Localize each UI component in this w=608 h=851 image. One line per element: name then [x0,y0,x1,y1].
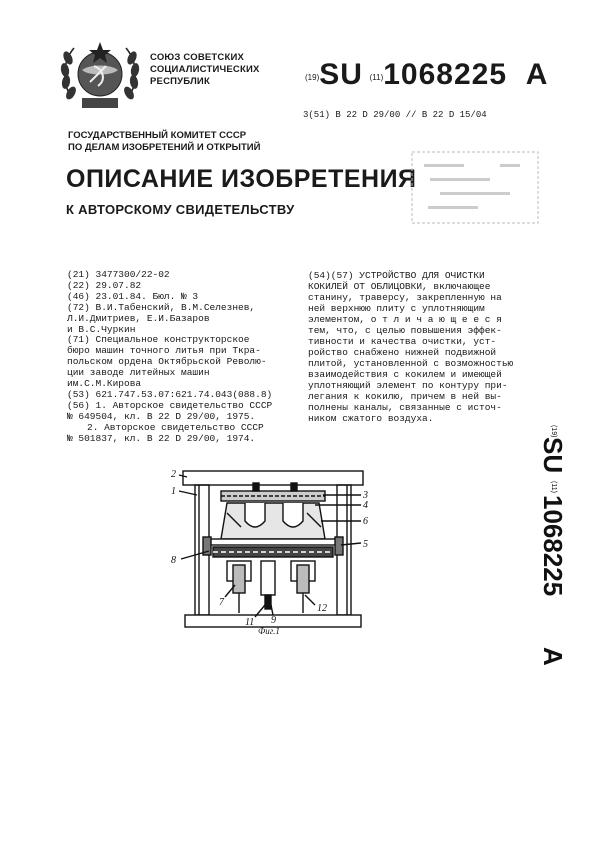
ussr-emblem-icon [60,36,140,114]
biblio-line: им.С.М.Кирова [67,378,142,390]
document-subtitle: К АВТОРСКОМУ СВИДЕТЕЛЬСТВУ [66,202,295,217]
committee-name [68,130,260,154]
abstract-line: ройство снабжено нижней подвижной [308,347,497,358]
org-line: СОЦИАЛИСТИЧЕСКИХ [150,64,260,75]
figure-caption: Фиг.1 [258,626,280,636]
biblio-line: (22) 29.07.82 [67,279,142,291]
figure-label: 4 [363,500,368,511]
figure-label: 1 [171,486,176,497]
biblio-line: (46) 23.01.84. Бюл. № 3 [67,290,199,302]
ipc-classification: 3(51) В 22 D 29/00 // В 22 D 15/04 [303,110,487,120]
biblio-line: польском ордена Октябрьской Револю- [67,356,267,368]
abstract-line: тем, что, с целью повышения эффек- [308,325,502,336]
publication-number [305,58,548,92]
biblio-line: Л.И.Дмитриев, Е.И.Базаров [67,312,210,324]
bibliographic-data [67,270,307,445]
figure-label: 8 [171,555,176,566]
figure-label: 11 [245,617,255,628]
figure-label: 7 [219,597,224,608]
abstract-line: легания к кокилю, причем в ней вы- [308,391,502,402]
abstract-line: станину, траверсу, закрепленную на [308,292,502,303]
vertical-publication-number [520,425,570,675]
code-19: (19) [305,73,320,83]
abstract-line: ником сжатого воздуха. [308,413,434,424]
abstract-line: КОКИЛЕЙ ОТ ОБЛИЦОВКИ, включающее [308,281,491,292]
document-title: ОПИСАНИЕ ИЗОБРЕТЕНИЯ [66,165,417,193]
kind-code: A [525,58,549,91]
abstract-line: (54)(57) УСТРОЙСТВО ДЛЯ ОЧИСТКИ [308,270,485,281]
figure-label: 9 [271,615,276,626]
biblio-line: № 649504, кл. В 22 D 29/00, 1975. [67,410,256,422]
biblio-line: бюро машин точного литья при Ткра- [67,345,261,357]
abstract [308,270,543,424]
abstract-line: тивности и качества очистки, уст- [308,336,497,347]
vertical-kind: A [538,647,568,666]
vertical-number: 1068225 [538,495,568,597]
biblio-line: ции заводе литейных машин [67,367,210,379]
biblio-line: 2. Авторское свидетельство СССР [87,421,264,433]
abstract-line: ней верхнюю плиту с уплотняющим [308,303,485,314]
figure-label: 2 [171,469,176,480]
library-stamp-icon [410,150,540,225]
biblio-line: и В.С.Чуркин [67,323,136,335]
abstract-line: полнены каналы, связанные с источ- [308,402,502,413]
country-code: SU [319,58,363,91]
figure-label: 6 [363,516,368,527]
org-line: СОЮЗ СОВЕТСКИХ [150,52,245,63]
figure-label: 5 [363,539,368,550]
committee-line: ГОСУДАРСТВЕННЫЙ КОМИТЕТ СССР [68,130,247,141]
vertical-country: SU [538,437,568,474]
biblio-line: (53) 621.747.53.07:621.74.043(088.8) [67,388,273,400]
biblio-line: (71) Специальное конструкторское [67,334,250,346]
abstract-line: уплотняющий элемент по контуру при- [308,380,508,391]
code-11: (11) [369,73,384,83]
biblio-line: (56) 1. Авторское свидетельство СССР [67,399,273,411]
organization-name [150,52,260,88]
patent-number: 1068225 [383,58,508,91]
biblio-line: (72) В.И.Табенский, В.М.Селезнев, [67,301,256,313]
figure-label: 12 [317,603,327,614]
biblio-line: (21) 3477300/22-02 [67,269,170,280]
abstract-line: взаимодействия с кокилем и имеющей [308,369,502,380]
abstract-line: элементом, о т л и ч а ю щ е е с я [308,314,502,325]
vertical-code-19: (19) [550,425,557,438]
org-line: РЕСПУБЛИК [150,76,210,87]
abstract-line: плитой, установленной с возможностью [308,358,514,369]
vertical-code-11: (11) [550,481,557,493]
committee-line: ПО ДЕЛАМ ИЗОБРЕТЕНИЙ И ОТКРЫТИЙ [68,142,261,153]
biblio-line: № 501837, кл. В 22 D 29/00, 1974. [67,432,256,444]
figure-label: 3 [363,490,368,501]
